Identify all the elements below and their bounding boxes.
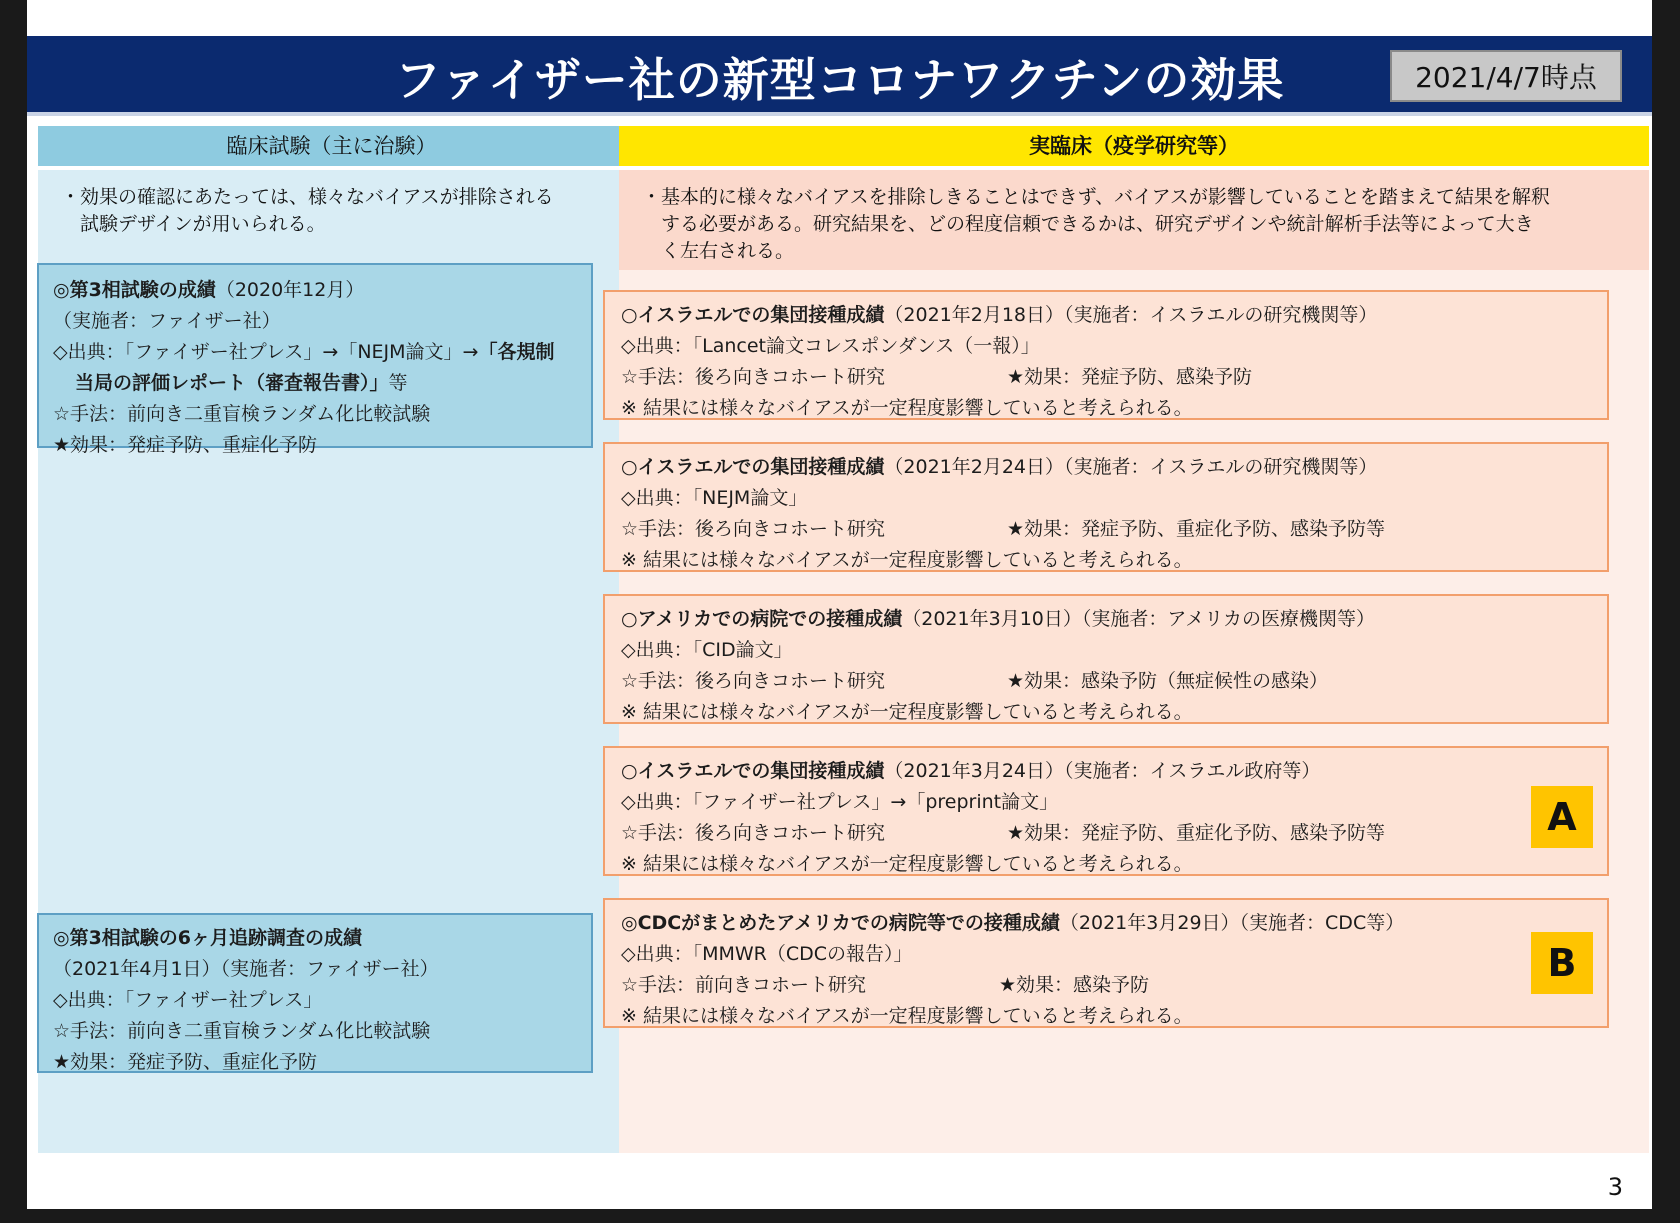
study-title: ◎第3相試験の成績 <box>53 279 216 301</box>
study-source: ◇出典：「ファイザー社プレス」 <box>53 989 323 1011</box>
study-date: （2021年3月10日）（実施者：アメリカの医療機関等） <box>902 608 1376 630</box>
column-header-real-world: 実臨床（疫学研究等） <box>619 126 1649 166</box>
slide-title: ファイザー社の新型コロナワクチンの効果 <box>394 53 1285 107</box>
study-effect: ★効果：感染予防（無症候性の感染） <box>1007 670 1329 692</box>
study-source-bold: 「各規制 <box>478 341 555 363</box>
study-title: ○イスラエルでの集団接種成績 <box>621 304 885 326</box>
right-study-3 <box>603 594 1609 724</box>
date-stamp: 2021/4/7時点 <box>1390 50 1622 102</box>
study-source: ◇出典：「Lancet論文コレスポンダンス（一報）」 <box>621 335 1040 357</box>
intro-right: ・基本的に様々なバイアスを排除しきることはできず、バイアスが影響していることを踏まえて結果を解釈 する必要がある。研究結果を、どの程度信頼できるかは、研究デザインや統計解析手法等によって大き く左右される。 <box>642 186 1550 262</box>
title-bar <box>27 36 1652 116</box>
left-study-2 <box>37 913 593 1073</box>
page-number: 3 <box>1607 1173 1623 1201</box>
study-effect: ★効果：感染予防 <box>999 974 1150 996</box>
study-note: ※ 結果には様々なバイアスが一定程度影響していると考えられる。 <box>621 1005 1193 1027</box>
study-source: ◇出典：「NEJM論文」 <box>621 487 808 509</box>
study-effect: ★効果：発症予防、重症化予防 <box>53 1051 318 1073</box>
study-date: （2021年2月24日）（実施者：イスラエルの研究機関等） <box>884 456 1378 478</box>
study-note: ※ 結果には様々なバイアスが一定程度影響していると考えられる。 <box>621 549 1193 571</box>
right-study-1 <box>603 290 1609 420</box>
study-implementer: （2021年4月1日）（実施者：ファイザー社） <box>53 958 439 980</box>
study-note: ※ 結果には様々なバイアスが一定程度影響していると考えられる。 <box>621 701 1193 723</box>
study-method: ☆手法：後ろ向きコホート研究 <box>621 670 886 692</box>
study-effect: ★効果：発症予防、重症化予防、感染予防等 <box>1007 518 1386 540</box>
right-study-2 <box>603 442 1609 572</box>
study-source: ◇出典：「MMWR（CDCの報告）」 <box>621 943 913 965</box>
study-method: ☆手法：前向き二重盲検ランダム化比較試験 <box>53 1020 431 1042</box>
study-effect: ★効果：発症予防、感染予防 <box>1007 366 1253 388</box>
study-source-suffix: 等 <box>388 372 408 394</box>
study-effect: ★効果：発症予防、重症化予防、感染予防等 <box>1007 822 1386 844</box>
study-method: ☆手法：後ろ向きコホート研究 <box>621 366 886 388</box>
study-source: ◇出典：「ファイザー社プレス」→「NEJM論文」→ <box>53 341 479 363</box>
study-date: （2021年3月29日）（実施者：CDC等） <box>1059 912 1405 934</box>
study-note: ※ 結果には様々なバイアスが一定程度影響していると考えられる。 <box>621 853 1193 875</box>
study-title: ○イスラエルでの集団接種成績 <box>621 456 885 478</box>
study-note: ※ 結果には様々なバイアスが一定程度影響していると考えられる。 <box>621 397 1193 419</box>
study-method: ☆手法：後ろ向きコホート研究 <box>621 822 886 844</box>
study-effect: ★効果：発症予防、重症化予防 <box>53 434 318 456</box>
study-source: ◇出典：「CID論文」 <box>621 639 793 661</box>
study-method: ☆手法：前向きコホート研究 <box>621 974 867 996</box>
right-study-4 <box>603 746 1609 876</box>
study-title: ○アメリカでの病院での接種成績 <box>621 608 903 630</box>
study-title: ○イスラエルでの集団接種成績 <box>621 760 885 782</box>
study-source: ◇出典：「ファイザー社プレス」→「preprint論文」 <box>621 791 1059 813</box>
badge-b: B <box>1531 932 1593 994</box>
study-title: ◎第3相試験の6ヶ月追跡調査の成績 <box>53 927 363 949</box>
study-method: ☆手法：前向き二重盲検ランダム化比較試験 <box>53 403 431 425</box>
column-header-clinical-trial: 臨床試験（主に治験） <box>38 126 625 166</box>
left-study-1 <box>37 263 593 456</box>
study-title: ◎CDCがまとめたアメリカでの病院等での接種成績 <box>621 912 1060 934</box>
study-date: （2020年12月） <box>215 279 365 301</box>
study-method: ☆手法：後ろ向きコホート研究 <box>621 518 886 540</box>
intro-left: ・効果の確認にあたっては、様々なバイアスが排除される 試験デザインが用いられる。 <box>61 186 554 235</box>
study-implementer: （実施者：ファイザー社） <box>53 310 281 332</box>
right-study-5 <box>603 898 1609 1028</box>
badge-a: A <box>1531 786 1593 848</box>
study-source-bold-cont: 当局の評価レポート（審査報告書）」 <box>75 372 389 394</box>
study-date: （2021年2月18日）（実施者：イスラエルの研究機関等） <box>884 304 1378 326</box>
study-date: （2021年3月24日）（実施者：イスラエル政府等） <box>884 760 1321 782</box>
